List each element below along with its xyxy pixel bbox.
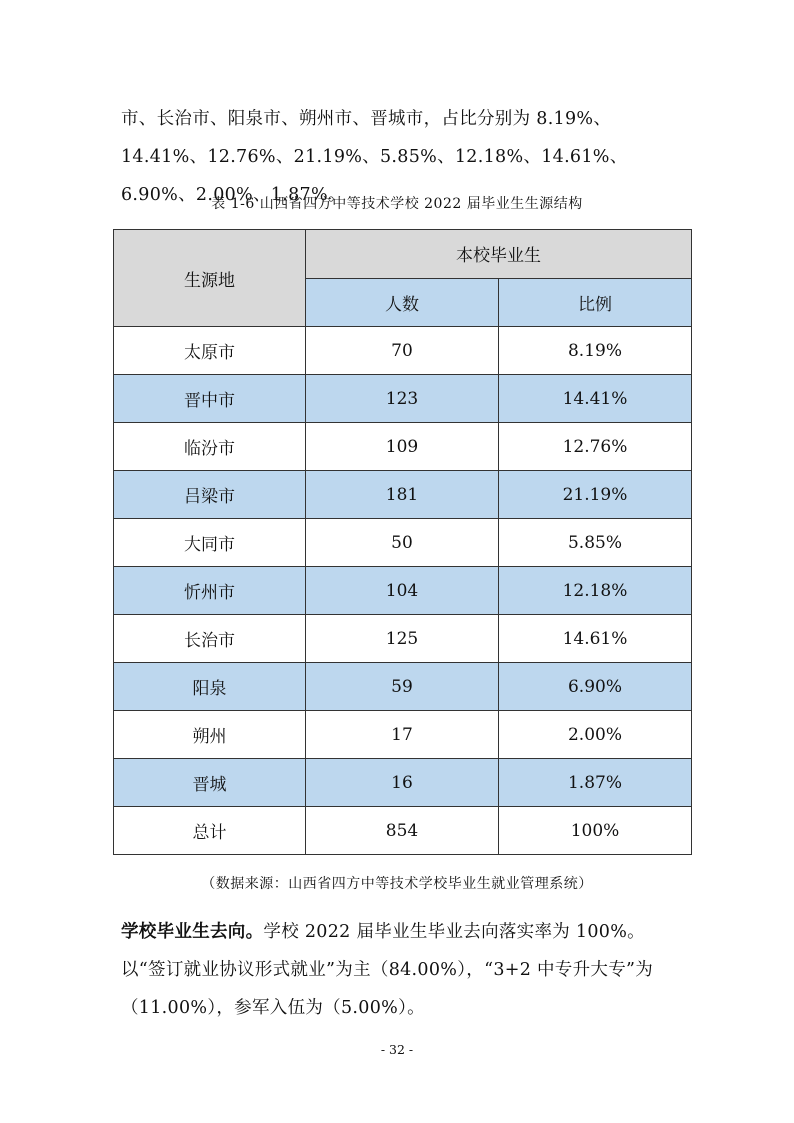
cell-ratio: 1.87% — [499, 759, 692, 807]
cell-region: 晋城 — [114, 759, 306, 807]
cell-count: 123 — [306, 375, 499, 423]
table-row — [114, 519, 692, 567]
table-row — [114, 423, 692, 471]
cell-region: 总计 — [114, 807, 306, 855]
intro-paragraph: 市、长治市、阳泉市、朔州市、晋城市，占比分别为 8.19%、14.41%、12.76%、21.19%、5.85%、12.18%、14.61%、6.90%、2.00%、1.87%。 — [121, 109, 628, 205]
cell-region: 阳泉 — [114, 663, 306, 711]
cell-region: 朔州 — [114, 711, 306, 759]
cell-region: 吕梁市 — [114, 471, 306, 519]
table-row — [114, 375, 692, 423]
cell-count: 104 — [306, 567, 499, 615]
header-group: 本校毕业生 — [306, 230, 692, 279]
table-row — [114, 615, 692, 663]
table-row — [114, 711, 692, 759]
cell-region: 长治市 — [114, 615, 306, 663]
table-row — [114, 807, 692, 855]
origin-table — [113, 229, 692, 855]
header-region: 生源地 — [114, 230, 306, 327]
destination-lead: 学校毕业生去向。 — [121, 922, 264, 942]
cell-count: 125 — [306, 615, 499, 663]
cell-ratio: 8.19% — [499, 327, 692, 375]
cell-ratio: 6.90% — [499, 663, 692, 711]
cell-ratio: 12.18% — [499, 567, 692, 615]
cell-count: 16 — [306, 759, 499, 807]
table-caption: 表 1-6 山西省四方中等技术学校 2022 届毕业生生源结构 — [211, 196, 583, 212]
destination-paragraph — [121, 913, 681, 1027]
cell-region: 大同市 — [114, 519, 306, 567]
table-row — [114, 471, 692, 519]
table-row — [114, 663, 692, 711]
cell-count: 854 — [306, 807, 499, 855]
cell-count: 59 — [306, 663, 499, 711]
cell-ratio: 2.00% — [499, 711, 692, 759]
cell-ratio: 14.41% — [499, 375, 692, 423]
destination-text: 学校 2022 届毕业生毕业去向落实率为 100%。以“签订就业协议形式就业”为主（84.00%），“3+2 中专升大专”为（11.00%），参军入伍为（5.00%）。 — [121, 922, 654, 1018]
cell-count: 17 — [306, 711, 499, 759]
cell-ratio: 21.19% — [499, 471, 692, 519]
table-row — [114, 327, 692, 375]
cell-region: 临汾市 — [114, 423, 306, 471]
cell-count: 70 — [306, 327, 499, 375]
table-row — [114, 567, 692, 615]
cell-ratio: 12.76% — [499, 423, 692, 471]
table-row — [114, 759, 692, 807]
data-source-note: （数据来源：山西省四方中等技术学校毕业生就业管理系统） — [201, 876, 593, 892]
cell-region: 晋中市 — [114, 375, 306, 423]
table-body — [114, 327, 692, 855]
cell-region: 忻州市 — [114, 567, 306, 615]
cell-count: 109 — [306, 423, 499, 471]
header-ratio: 比例 — [499, 278, 692, 327]
cell-ratio: 5.85% — [499, 519, 692, 567]
cell-ratio: 14.61% — [499, 615, 692, 663]
cell-count: 50 — [306, 519, 499, 567]
cell-ratio: 100% — [499, 807, 692, 855]
cell-region: 太原市 — [114, 327, 306, 375]
header-count: 人数 — [306, 278, 499, 327]
page-number: - 32 - — [380, 1042, 414, 1057]
cell-count: 181 — [306, 471, 499, 519]
